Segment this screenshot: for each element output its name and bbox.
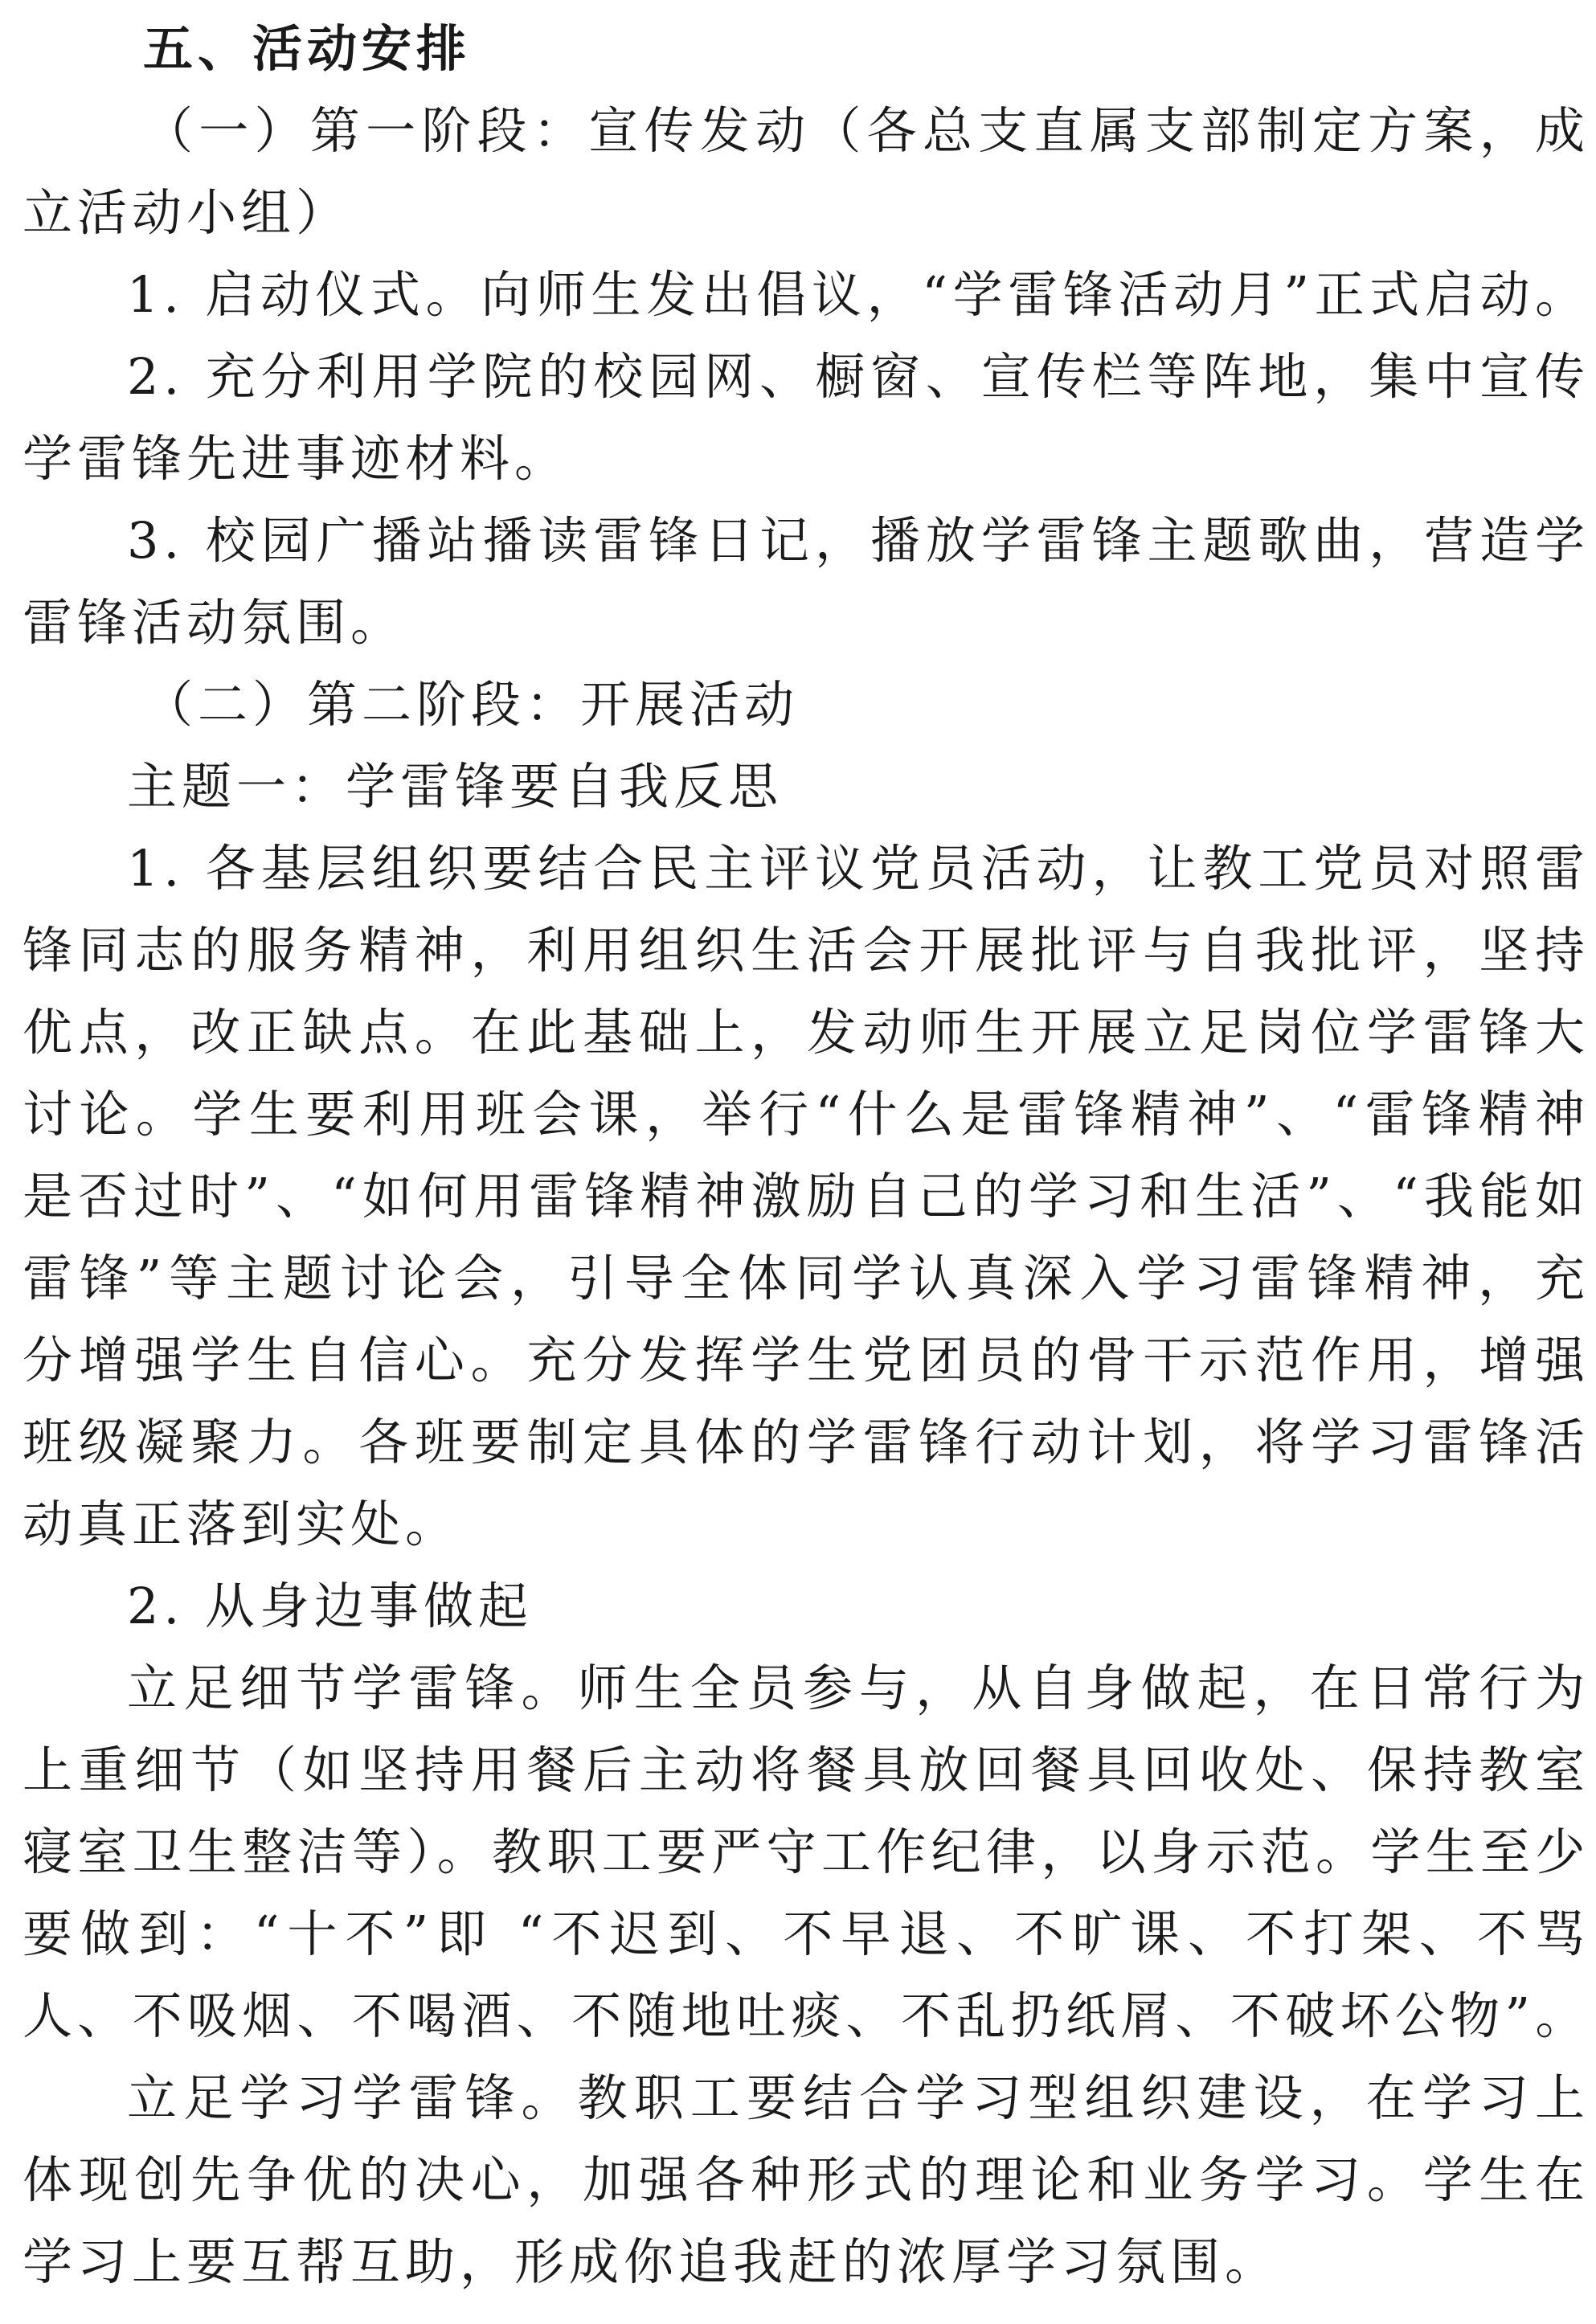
text-line: 寝室卫生整洁等）。教职工要严守工作纪律，以身示范。学生至少 xyxy=(23,1823,1590,1881)
text-line: （二）第二阶段：开展活动 xyxy=(143,675,800,734)
text-line: 3. 校园广播站播读雷锋日记，播放学雷锋主题歌曲，营造学 xyxy=(127,511,1590,570)
text-line: 1. 启动仪式。向师生发出倡议，“学雷锋活动月”正式启动。 xyxy=(127,265,1590,324)
text-line: 优点，改正缺点。在此基础上，发动师生开展立足岗位学雷锋大 xyxy=(23,1003,1590,1062)
text-line: 是否过时”、“如何用雷锋精神激励自己的学习和生活”、“我能如 xyxy=(23,1167,1590,1225)
text-line: 学习上要互帮互助，形成你追我赶的浓厚学习氛围。 xyxy=(23,2232,1280,2291)
text-line: 上重细节（如坚持用餐后主动将餐具放回餐具回收处、保持教室 xyxy=(23,1741,1590,1799)
text-line: 主题一：学雷锋要自我反思 xyxy=(127,757,784,816)
text-line: 要做到：“十不”即 “不迟到、不早退、不旷课、不打架、不骂 xyxy=(23,1905,1590,1963)
text-line: 雷锋”等主题讨论会，引导全体同学认真深入学习雷锋精神，充 xyxy=(23,1249,1590,1307)
text-line: 立足细节学雷锋。师生全员参与，从自身做起，在日常行为 xyxy=(127,1659,1590,1717)
text-line: 1. 各基层组织要结合民主评议党员活动，让教工党员对照雷 xyxy=(127,839,1590,898)
text-line: 学雷锋先进事迹材料。 xyxy=(23,429,570,488)
document-body xyxy=(23,90,1590,2303)
text-line: 2. 充分利用学院的校园网、橱窗、宣传栏等阵地，集中宣传 xyxy=(127,347,1590,406)
text-line: 人、不吸烟、不喝酒、不随地吐痰、不乱扔纸屑、不破坏公物”。 xyxy=(23,1986,1590,2045)
document-page xyxy=(23,8,1590,2303)
text-line: 锋同志的服务精神，利用组织生活会开展批评与自我批评，坚持 xyxy=(23,921,1590,980)
text-line: 立足学习学雷锋。教职工要结合学习型组织建设，在学习上 xyxy=(127,2068,1590,2127)
text-line: 体现创先争优的决心，加强各种形式的理论和业务学习。学生在 xyxy=(23,2150,1590,2209)
text-line: 分增强学生自信心。充分发挥学生党团员的骨干示范作用，增强 xyxy=(23,1331,1590,1389)
text-line: 班级凝聚力。各班要制定具体的学雷锋行动计划，将学习雷锋活 xyxy=(23,1413,1590,1471)
text-line: 立活动小组） xyxy=(23,183,351,242)
section-title: 五、活动安排 xyxy=(143,19,472,78)
text-line: 雷锋活动氛围。 xyxy=(23,593,406,652)
text-line: （一）第一阶段：宣传发动（各总支直属支部制定方案，成 xyxy=(143,101,1590,160)
text-line: 动真正落到实处。 xyxy=(23,1495,460,1553)
text-line: 讨论。学生要利用班会课，举行“什么是雷锋精神”、“雷锋精神 xyxy=(23,1085,1590,1144)
text-line: 2. 从身边事做起 xyxy=(127,1577,533,1635)
